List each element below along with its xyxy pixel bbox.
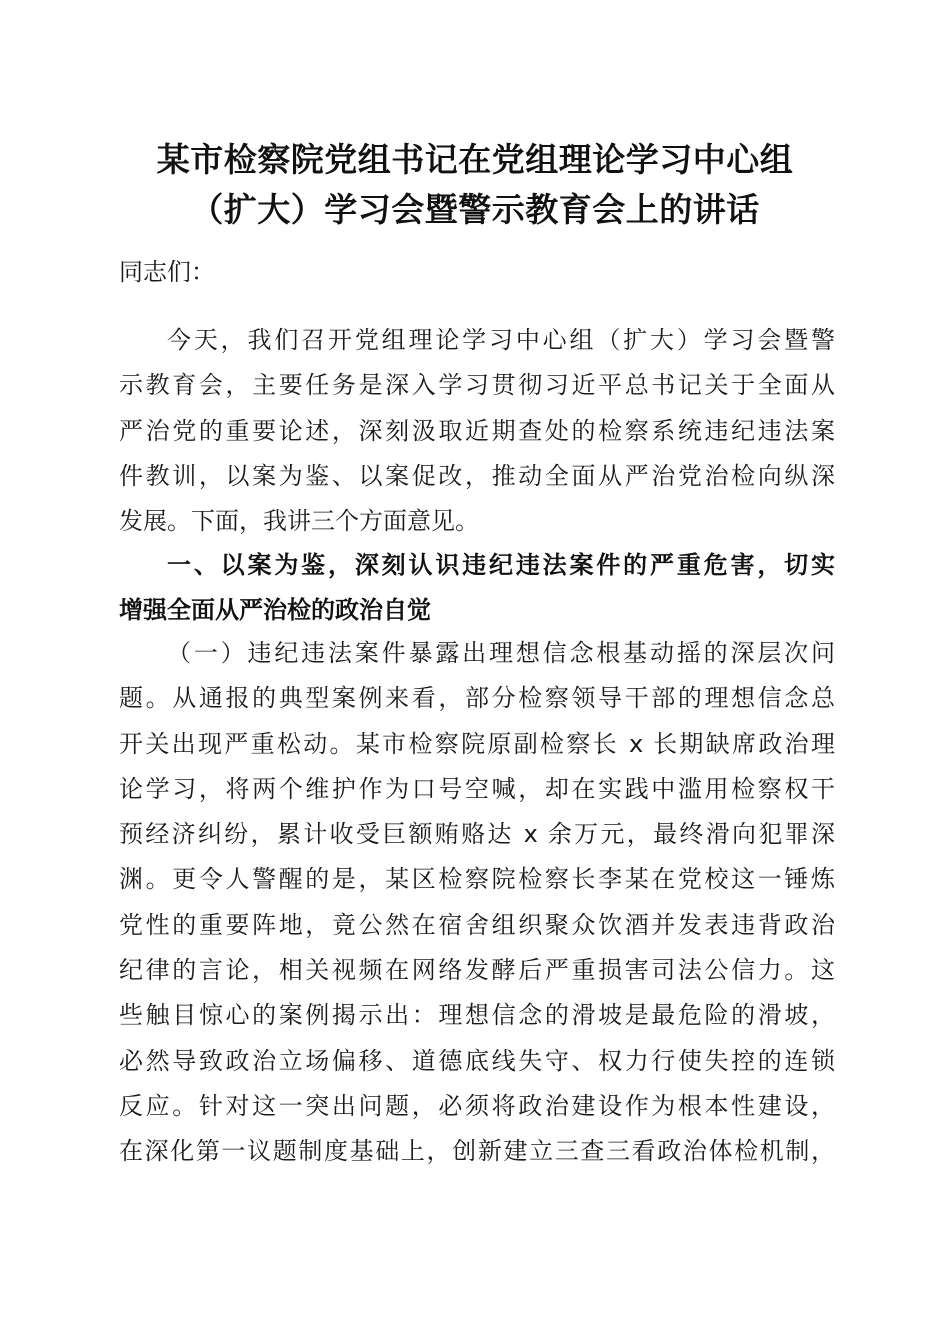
title-line-1: 某市检察院党组书记在党组理论学习中心组 xyxy=(156,140,794,179)
salutation-text: 同志们： xyxy=(119,258,215,286)
sub1-line-4: 论学习，将两个维护作为口号空喊，却在实践中滥用检察权干 xyxy=(119,774,835,803)
intro-line-1: 今天，我们召开党组理论学习中心组（扩大）学习会暨警 xyxy=(167,326,835,354)
sub1-line-1: （一）违纪违法案件暴露出理想信念根基动摇的深层次问 xyxy=(167,639,835,667)
sub1-line-6: 渊。更令人警醒的是，某区检察院检察长李某在党校这一锤炼 xyxy=(119,865,835,894)
sub1-line-7: 党性的重要阵地，竟公然在宿舍组织聚众饮酒并发表违背政治 xyxy=(119,910,835,939)
sub1-line-12: 在深化第一议题制度基础上，创新建立三查三看政治体检机制， xyxy=(119,1137,835,1166)
section-1-heading-line-1: 一、以案为鉴，深刻认识违纪违法案件的严重危害，切实 xyxy=(167,551,835,579)
section-1-heading-line-2: 增强全面从严治检的政治自觉 xyxy=(119,596,431,625)
salutation xyxy=(119,250,835,295)
sub1-line-11: 反应。针对这一突出问题，必须将政治建设作为根本性建设， xyxy=(119,1091,835,1120)
sub1-line-8: 纪律的言论，相关视频在网络发酵后严重损害司法公信力。这 xyxy=(119,956,835,985)
sub1-line-9: 些触目惊心的案例揭示出：理想信念的滑坡是最危险的滑坡， xyxy=(119,1001,835,1030)
document-title xyxy=(100,135,850,235)
sub1-line-10: 必然导致政治立场偏移、道德底线失守、权力行使失控的连锁 xyxy=(119,1046,835,1075)
intro-line-4: 件教训，以案为鉴、以案促改，推动全面从严治党治检向纵深 xyxy=(119,461,835,490)
intro-line-2: 示教育会，主要任务是深入学习贯彻习近平总书记关于全面从 xyxy=(119,371,835,400)
sub1-line-3: 开关出现严重松动。某市检察院原副检察长 x 长期缺席政治理 xyxy=(119,729,835,758)
intro-paragraph xyxy=(119,318,835,544)
intro-line-5: 发展。下面，我讲三个方面意见。 xyxy=(119,507,479,536)
subsection-1-paragraph xyxy=(119,631,835,1175)
sub1-line-5: 预经济纠纷，累计收受巨额贿赂达 x 余万元，最终滑向犯罪深 xyxy=(119,820,835,849)
title-line-2: （扩大）学习会暨警示教育会上的讲话 xyxy=(190,190,760,229)
section-1-heading xyxy=(119,543,835,634)
intro-line-3: 严治党的重要论述，深刻汲取近期查处的检察系统违纪违法案 xyxy=(119,416,835,445)
sub1-line-2: 题。从通报的典型案例来看，部分检察领导干部的理想信念总 xyxy=(119,684,835,713)
